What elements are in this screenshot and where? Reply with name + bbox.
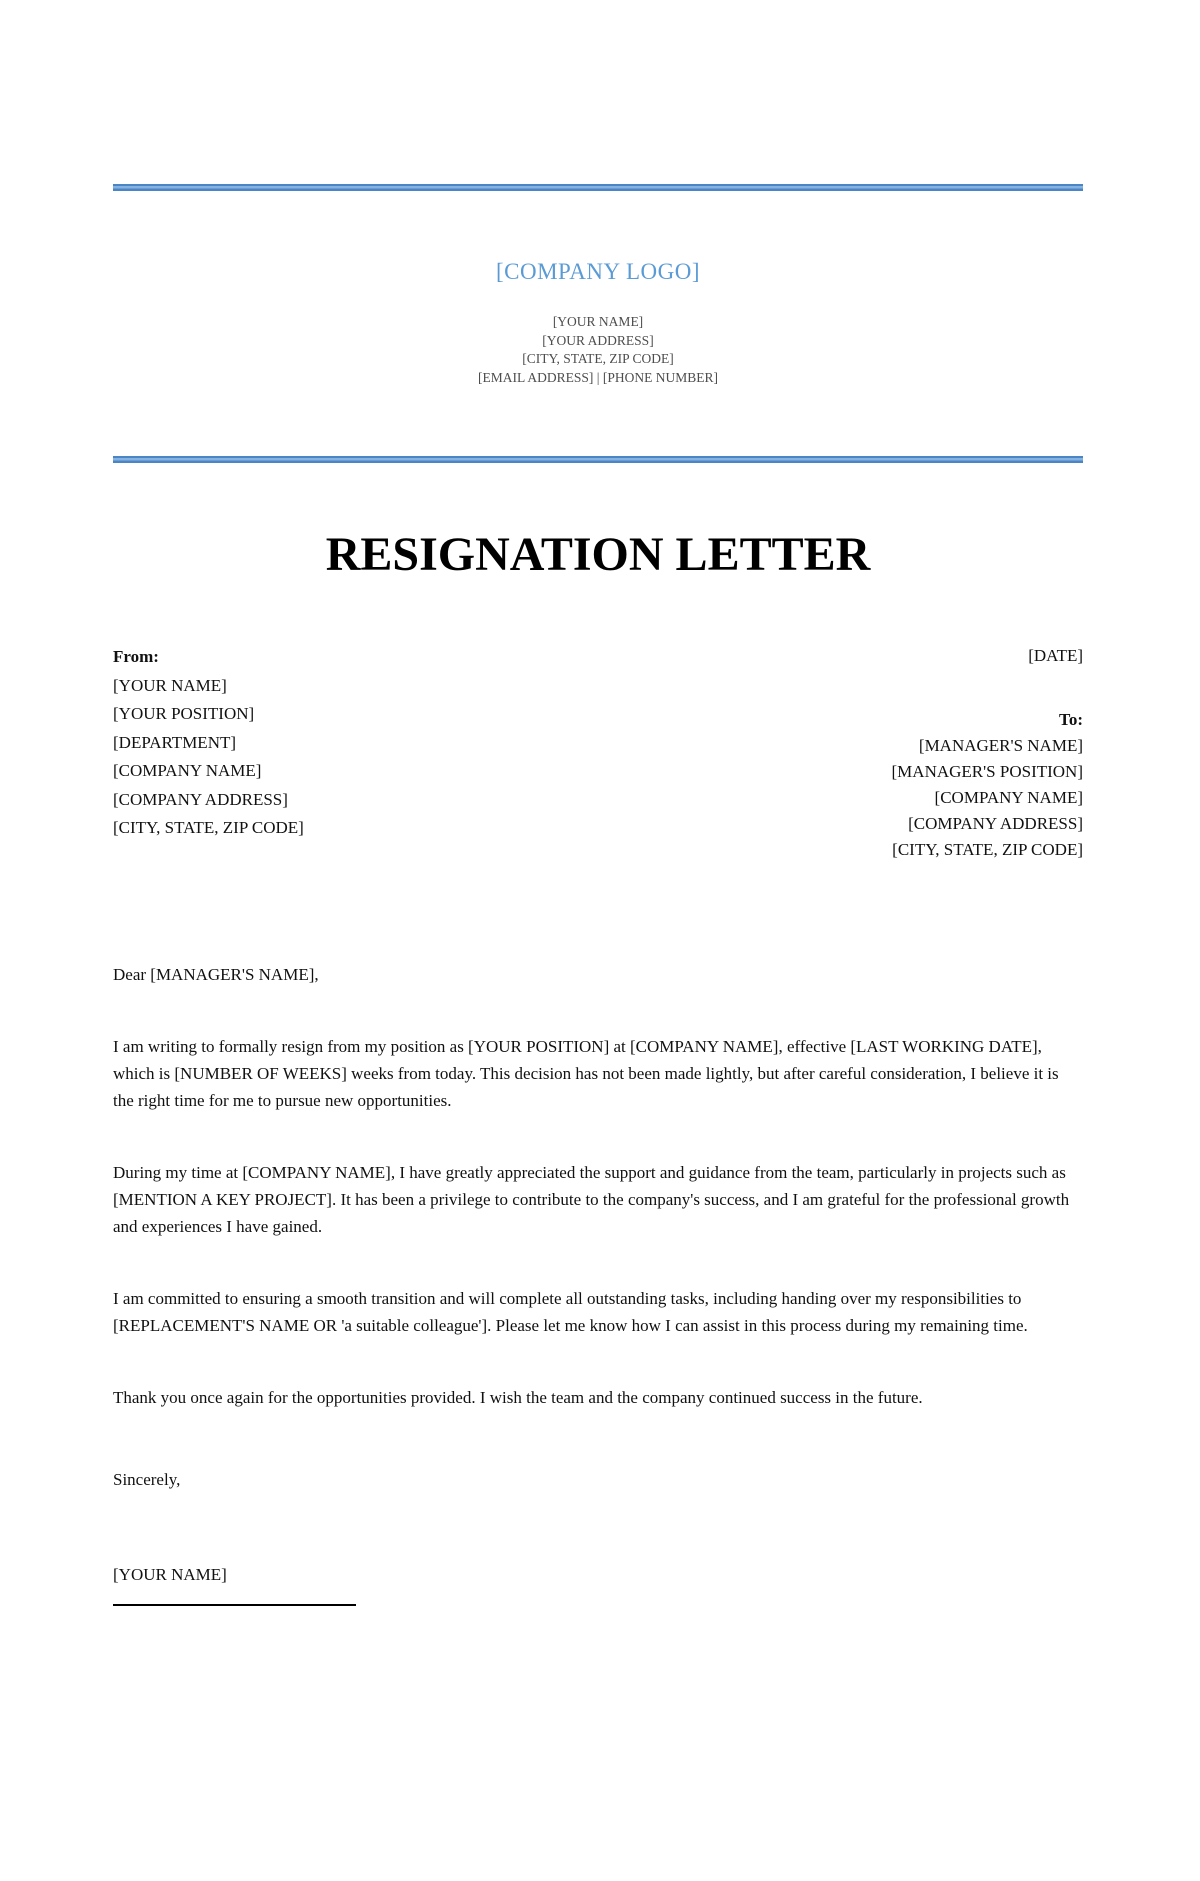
closing: Sincerely, — [113, 1470, 181, 1489]
sender-address-block — [113, 313, 1083, 387]
paragraph-thanks: Thank you once again for the opportunities provided. I wish the team and the company continued success in the future. — [113, 1388, 923, 1407]
from-block — [113, 643, 304, 863]
from-company-address: [COMPANY ADDRESS] — [113, 789, 288, 809]
date-and-to-block — [892, 643, 1083, 863]
signature-line — [113, 1604, 356, 1606]
company-logo-placeholder: [COMPANY LOGO] — [495, 259, 700, 284]
sender-city-line: [CITY, STATE, ZIP CODE] — [522, 351, 674, 366]
from-department: [DEPARTMENT] — [113, 732, 237, 752]
sender-name-line: [YOUR NAME] — [552, 314, 644, 329]
letter-meta — [113, 643, 1083, 863]
sender-address-line: [YOUR ADDRESS] — [542, 332, 654, 348]
signature-name: [YOUR NAME] — [113, 1565, 227, 1584]
from-label: From: — [113, 647, 159, 666]
meta-spacer — [892, 669, 1083, 707]
to-company-name: [COMPANY NAME] — [934, 788, 1083, 807]
header-divider-rule — [113, 456, 1083, 463]
top-accent-rule — [113, 184, 1083, 191]
to-company-address: [COMPANY ADDRESS] — [908, 814, 1083, 833]
sender-contact-line: [EMAIL ADDRESS] | [PHONE NUMBER] — [478, 369, 718, 385]
to-city-line: [CITY, STATE, ZIP CODE] — [892, 840, 1083, 859]
from-position: [YOUR POSITION] — [113, 704, 255, 723]
paragraph-resignation: I am writing to formally resign from my position as [YOUR POSITION] at [COMPANY NAME], effective [LAST WORKING DATE], which is [NUMBER OF WEEKS] weeks from today. This decision has not been made lightly, but after careful consideration, I believe it is the right time for me to pursue new opportunities. — [113, 1037, 1059, 1110]
date-placeholder: [DATE] — [1028, 646, 1083, 665]
to-manager-name: [MANAGER'S NAME] — [918, 736, 1083, 755]
from-company-name: [COMPANY NAME] — [113, 761, 262, 780]
letter-title: RESIGNATION LETTER — [325, 528, 871, 581]
from-name: [YOUR NAME] — [113, 675, 227, 695]
to-label: To: — [1059, 710, 1083, 729]
letter-page — [0, 184, 1200, 1881]
salutation: Dear [MANAGER'S NAME], — [113, 965, 319, 984]
to-manager-position: [MANAGER'S POSITION] — [891, 762, 1083, 781]
paragraph-gratitude: During my time at [COMPANY NAME], I have greatly appreciated the support and guidance from the team, particularly in projects such as [MENTION A KEY PROJECT]. It has been a privilege to contribute to the company's success, and I am grateful for the professional growth and experiences I have gained. — [113, 1163, 1070, 1236]
from-city-line: [CITY, STATE, ZIP CODE] — [113, 818, 304, 837]
paragraph-transition: I am committed to ensuring a smooth transition and will complete all outstanding tasks, including handing over my responsibilities to [REPLACEMENT'S NAME OR 'a suitable colleague']. Please let me know how I can assist in this process during my remaining time. — [113, 1289, 1028, 1335]
